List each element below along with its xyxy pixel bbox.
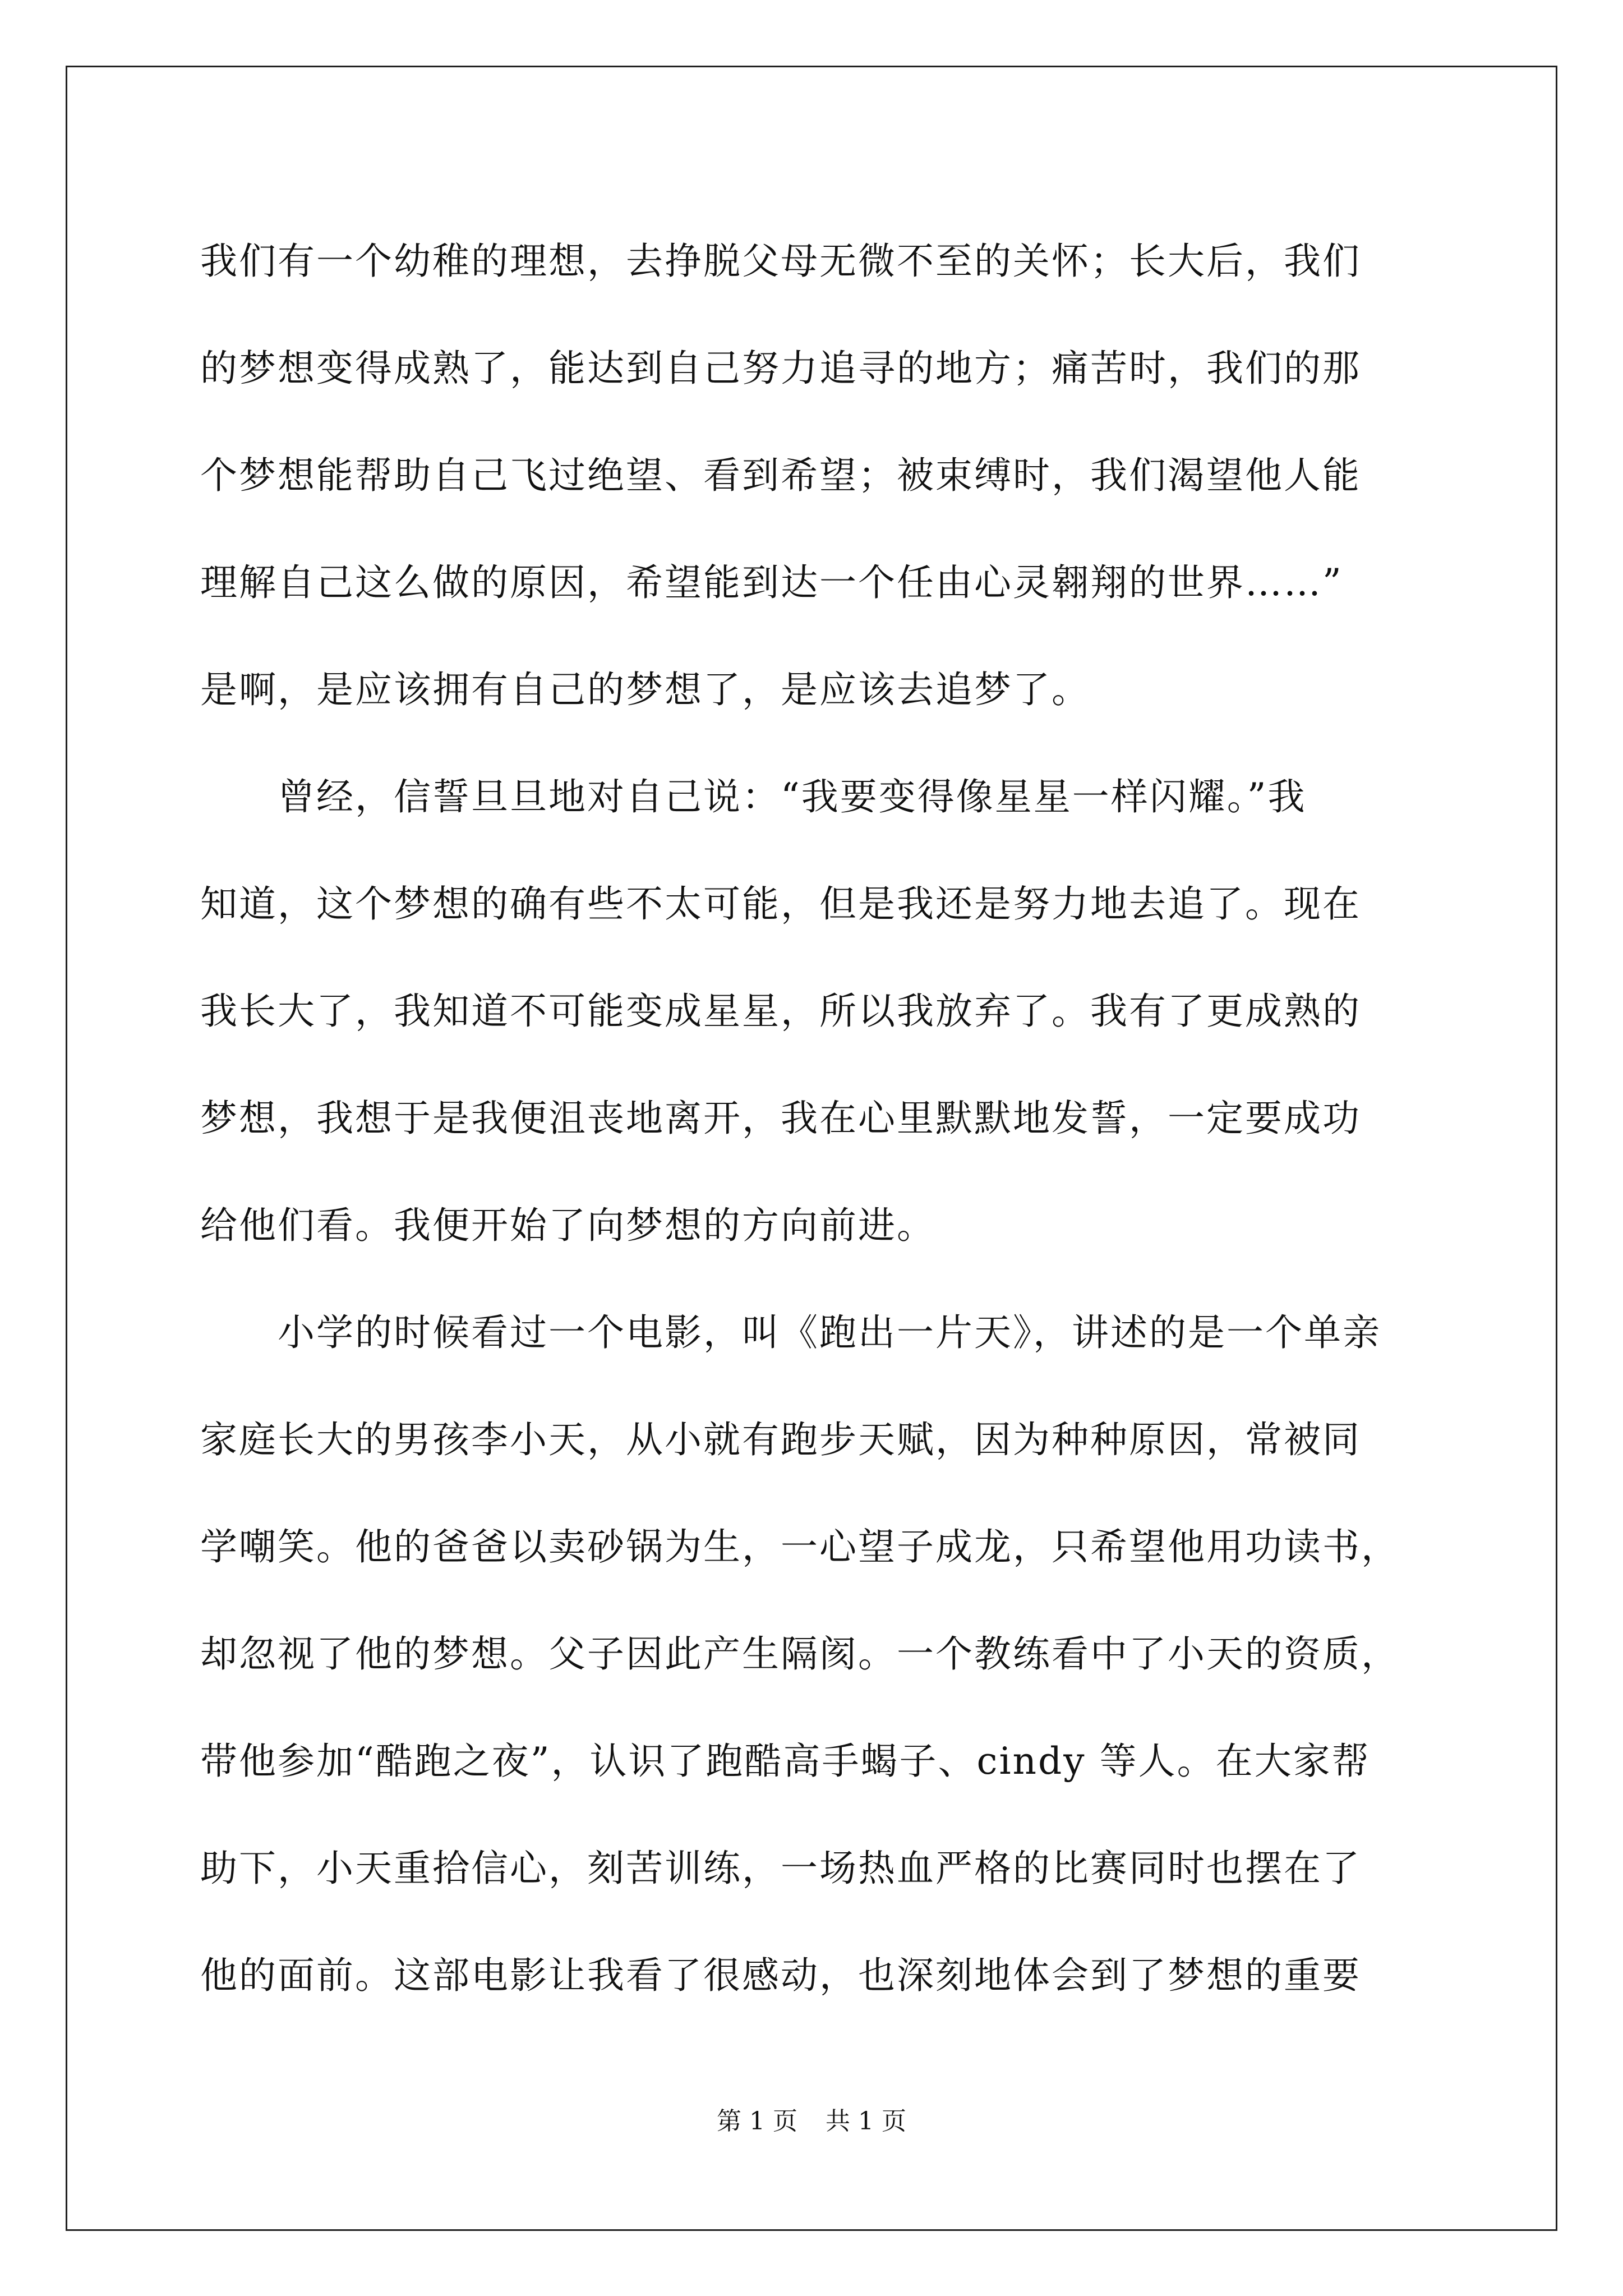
text-line: 家庭长大的男孩李小天，从小就有跑步天赋，因为种种原因，常被同: [200, 1418, 1361, 1461]
document-body: [200, 208, 1462, 2029]
text-line: 带他参加“酷跑之夜”，认识了跑酷高手蝎子、cindy 等人。在大家帮: [200, 1740, 1371, 1783]
text-line: 的梦想变得成熟了，能达到自己努力追寻的地方；痛苦时，我们的那: [200, 347, 1361, 390]
text-line: 给他们看。我便开始了向梦想的方向前进。: [200, 1204, 935, 1247]
text-line: 却忽视了他的梦想。父子因此产生隔阂。一个教练看中了小天的资质，: [200, 1632, 1400, 1676]
text-line: 知道，这个梦想的确有些不太可能，但是我还是努力地去追了。现在: [200, 882, 1361, 926]
text-line: 我长大了，我知道不可能变成星星，所以我放弃了。我有了更成熟的: [200, 990, 1361, 1033]
text-line: 理解自己这么做的原因，希望能到达一个任由心灵翱翔的世界……”: [200, 561, 1343, 604]
page-footer: [0, 2101, 1623, 2137]
text-line: 他的面前。这部电影让我看了很感动，也深刻地体会到了梦想的重要: [200, 1954, 1361, 1997]
text-line: 梦想，我想于是我便沮丧地离开，我在心里默默地发誓，一定要成功: [200, 1097, 1361, 1140]
text-line: 是啊，是应该拥有自己的梦想了，是应该去追梦了。: [200, 668, 1090, 711]
text-line: 曾经，信誓旦旦地对自己说：“我要变得像星星一样闪耀。”我: [200, 775, 1307, 818]
page-number: 第 1 页: [717, 2107, 797, 2136]
text-line: 我们有一个幼稚的理想，去挣脱父母无微不至的关怀；长大后，我们: [200, 240, 1361, 283]
page-total: 共 1 页: [826, 2107, 906, 2136]
text-line: 助下，小天重拾信心，刻苦训练，一场热血严格的比赛同时也摆在了: [200, 1847, 1361, 1890]
text-line: 学嘲笑。他的爸爸以卖砂锅为生，一心望子成龙，只希望他用功读书，: [200, 1525, 1400, 1568]
text-line: 小学的时候看过一个电影，叫《跑出一片天》，讲述的是一个单亲: [200, 1311, 1381, 1354]
text-line: 个梦想能帮助自己飞过绝望、看到希望；被束缚时，我们渴望他人能: [200, 454, 1361, 497]
